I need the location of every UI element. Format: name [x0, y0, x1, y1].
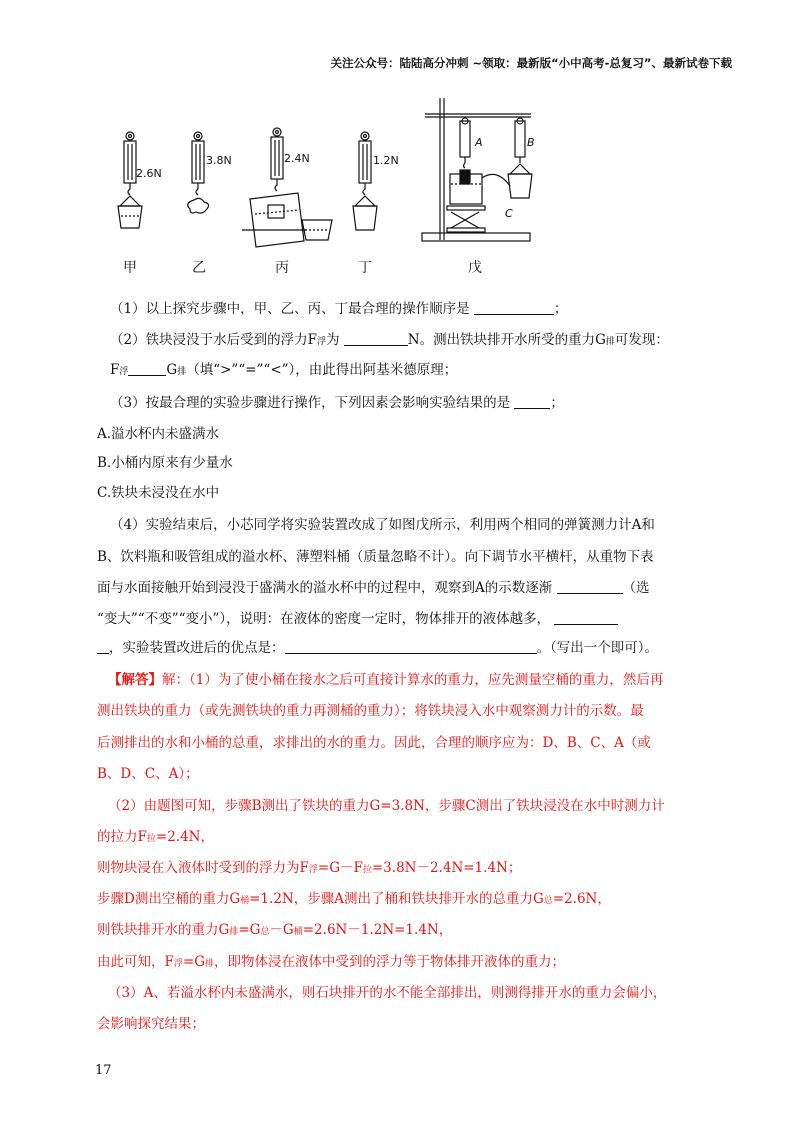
question-4-line-2: B、饮料瓶和吸管组成的溢水杯、薄塑料桶（质量忽略不计）。向下调节水平横杆，从重物下表 — [97, 549, 654, 565]
answer-blank[interactable] — [97, 639, 109, 654]
answer-blank[interactable] — [128, 361, 166, 376]
answer-line: 后测排出的水和小桶的总重，求排出的水的重力。因此，合理的顺序应为：D、B、C、A（或 — [97, 735, 651, 751]
panel-label-yi: 乙 — [192, 260, 206, 276]
answer-line: 的拉力F拉=2.4N， — [97, 829, 214, 845]
spring-scale-jia — [118, 132, 142, 228]
panel-label-wu: 戊 — [468, 260, 482, 276]
label-c: C — [505, 207, 513, 220]
option-b: B.小桶内原来有少量水 — [97, 455, 233, 471]
answer-blank[interactable] — [554, 610, 618, 625]
answer-blank[interactable] — [474, 300, 554, 315]
answer-blank[interactable] — [557, 579, 623, 594]
answer-line: B、D、C、A）； — [97, 766, 199, 782]
answer-intro: 【解答】解：（1）为了使小桶在接水之后可直接计算水的重力，应先测量空桶的重力，然后再 — [108, 672, 664, 688]
panel-label-jia: 甲 — [123, 260, 137, 276]
answer-line: 由此可知，F浮=G排，即物体浸在液体中受到的浮力等于物体排开液体的重力； — [97, 954, 566, 970]
question-4-line-1: （4）实验结束后，小芯同学将实验装置改成了如图戊所示，利用两个相同的弹簧测力计A和 — [110, 517, 655, 533]
question-4-line-3: 面与水面接触开始到浸没于盛满水的溢水杯中的过程中，观察到A的示数逐渐 （选 — [97, 580, 650, 596]
label-a: A — [475, 136, 483, 149]
reading-yi: 3.8N — [206, 154, 232, 167]
option-a: A.溢水杯内未盛满水 — [97, 426, 220, 442]
reading-bing: 2.4N — [284, 152, 310, 165]
page-number: 17 — [95, 1063, 112, 1078]
apparatus-wu — [422, 98, 532, 241]
panel-label-ding: 丁 — [358, 260, 372, 276]
label-b: B — [527, 136, 535, 149]
spring-scale-yi — [188, 132, 209, 213]
question-1: （1）以上探究步骤中，甲、乙、丙、丁最合理的操作顺序是 ； — [110, 301, 568, 317]
answer-line: 则铁块排开水的重力G排=G总－G桶=2.6N－1.2N=1.4N， — [97, 922, 453, 938]
option-c: C.铁块未浸没在水中 — [97, 485, 220, 501]
answer-line: （2）由题图可知，步骤B测出了铁块的重力G=3.8N，步骤C测出了铁块浸没在水中时测力计 — [108, 798, 665, 814]
reading-ding: 1.2N — [373, 154, 399, 167]
answer-line: （3）A、若溢水杯内未盛满水，则石块排开的水不能全部排出，则测得排开水的重力会偏小， — [108, 985, 667, 1001]
question-3: （3）按最合理的实验步骤进行操作，下列因素会影响实验结果的是 ； — [110, 395, 564, 411]
question-4-line-4: “变大”“不变”“变小”），说明：在液体的密度一定时，物体排开的液体越多， — [97, 609, 618, 629]
question-2-line-1: （2）铁块浸没于水后受到的浮力F浮为 N。测出铁块排开水所受的重力G排可发现： — [110, 332, 669, 348]
spring-scale-bing — [242, 128, 332, 247]
panel-label-bing: 丙 — [275, 260, 289, 276]
question-2-line-2: F浮 G排（填“>”“=”“<”），由此得出阿基米德原理； — [110, 362, 458, 378]
reading-jia: 2.6N — [136, 167, 162, 180]
answer-line: 会影响探究结果； — [97, 1016, 205, 1032]
answer-blank[interactable] — [285, 639, 537, 654]
answer-blank[interactable] — [344, 331, 408, 346]
answer-blank[interactable] — [514, 394, 550, 409]
answer-line: 则物块浸在入液体时受到的浮力为F浮=G－F拉=3.8N－2.4N=1.4N； — [97, 860, 522, 876]
spring-scale-ding — [353, 132, 377, 230]
experiment-figure — [95, 92, 535, 282]
answer-line: 步骤D测出空桶的重力G桶=1.2N，步骤A测出了桶和铁块排开水的总重力G总=2.6N， — [97, 891, 611, 907]
question-4-line-5: ，实验装置改进后的优点是： 。（写出一个即可）。 — [97, 638, 658, 658]
page-header: 关注公众号：陆陆高分冲刺 ~领取：最新版“小中高考-总复习”、最新试卷下载 — [330, 56, 732, 70]
answer-line: 测出铁块的重力（或先测铁块的重力再测桶的重力）；将铁块浸入水中观察测力计的示数。最 — [97, 703, 644, 719]
